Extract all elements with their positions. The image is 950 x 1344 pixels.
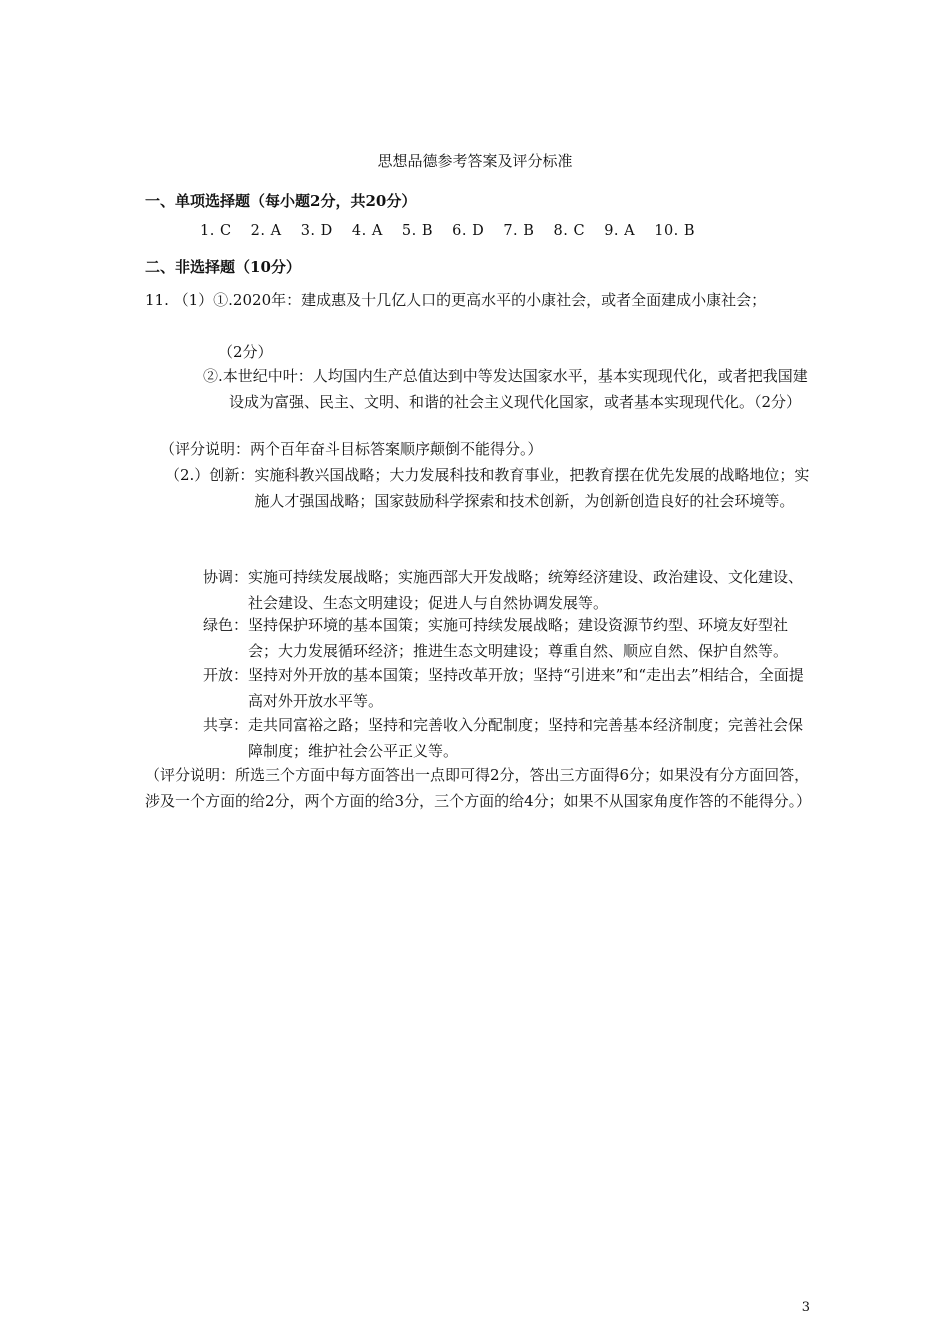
item-label: 共享： xyxy=(203,716,249,734)
note-2: （评分说明：所选三个方面中每方面答出一点即可得2分，答出三方面得6分；如果没有分方面回答，涉及一个方面的给2分，两个方面的给3分，三个方面的给4分；如果不从国家角度作答的不能得分。） xyxy=(145,766,812,810)
part2-prefix: （2.） xyxy=(165,466,210,484)
note-1: （评分说明：两个百年奋斗目标答案顺序颠倒不能得分。） xyxy=(160,440,543,458)
section1-heading: 一、单项选择题（每小题2分，共20分） xyxy=(145,192,417,210)
mc-answer: 3. D xyxy=(300,223,333,239)
item-text: 坚持对外开放的基本国策；坚持改革开放；坚持“引进来”和“走出去”相结合，全面提高对外开放水平等。 xyxy=(248,666,804,710)
page-title: 思想品德参考答案及评分标准 xyxy=(377,152,573,170)
mc-answer: 2. A xyxy=(250,223,282,239)
mc-answer: 8. C xyxy=(553,223,586,239)
item-text: 走共同富裕之路；坚持和完善收入分配制度；坚持和完善基本经济制度；完善社会保障制度；维护社会公平正义等。 xyxy=(248,716,804,760)
page-number: 3 xyxy=(801,1300,810,1315)
item-label: 创新： xyxy=(209,466,255,484)
item-label: 绿色： xyxy=(203,616,249,634)
item-label: 开放： xyxy=(203,666,249,684)
q11-part1-a-score: （2分） xyxy=(218,343,273,361)
section2-heading: 二、非选择题（10分） xyxy=(145,258,301,276)
item-text: 坚持保护环境的基本国策；实施可持续发展战略；建设资源节约型、环境友好型社会；大力发展循环经济；推进生态文明建设；尊重自然、顺应自然、保护自然等。 xyxy=(248,616,789,660)
part2-innovation xyxy=(165,462,810,514)
part2-sharing xyxy=(203,712,810,764)
mc-answer: 5. B xyxy=(401,223,434,239)
mc-answer: 4. A xyxy=(351,223,383,239)
q11-part1-b xyxy=(203,363,811,415)
item-label: 协调： xyxy=(203,568,249,586)
mc-answer: 7. B xyxy=(503,223,535,239)
mc-answer: 6. D xyxy=(452,223,485,239)
part2-openness xyxy=(203,662,810,714)
item-text: 实施科教兴国战略；大力发展科技和教育事业，把教育摆在优先发展的战略地位；实施人才强国战略；国家鼓励科学探索和技术创新，为创新创造良好的社会环境等。 xyxy=(254,466,810,510)
q11-part1-b-text: ②.本世纪中叶：人均国内生产总值达到中等发达国家水平，基本实现现代化，或者把我国建设成为富强、民主、文明、和谐的社会主义现代化国家，或者基本实现现代化。（2分） xyxy=(203,367,808,411)
mc-answer: 1. C xyxy=(200,223,232,239)
mc-answer: 10. B xyxy=(654,223,696,239)
item-text: 实施可持续发展战略；实施西部大开发战略；统筹经济建设、政治建设、文化建设、社会建设、生态文明建设；促进人与自然协调发展等。 xyxy=(248,568,804,612)
mc-answer: 9. A xyxy=(604,223,636,239)
part2-coordination xyxy=(203,564,810,616)
mc-answers xyxy=(200,223,709,239)
part2-green xyxy=(203,612,810,664)
q11-part1-a: 11. （1）①.2020年：建成惠及十几亿人口的更高水平的小康社会，或者全面建成小康社会； xyxy=(145,291,767,309)
